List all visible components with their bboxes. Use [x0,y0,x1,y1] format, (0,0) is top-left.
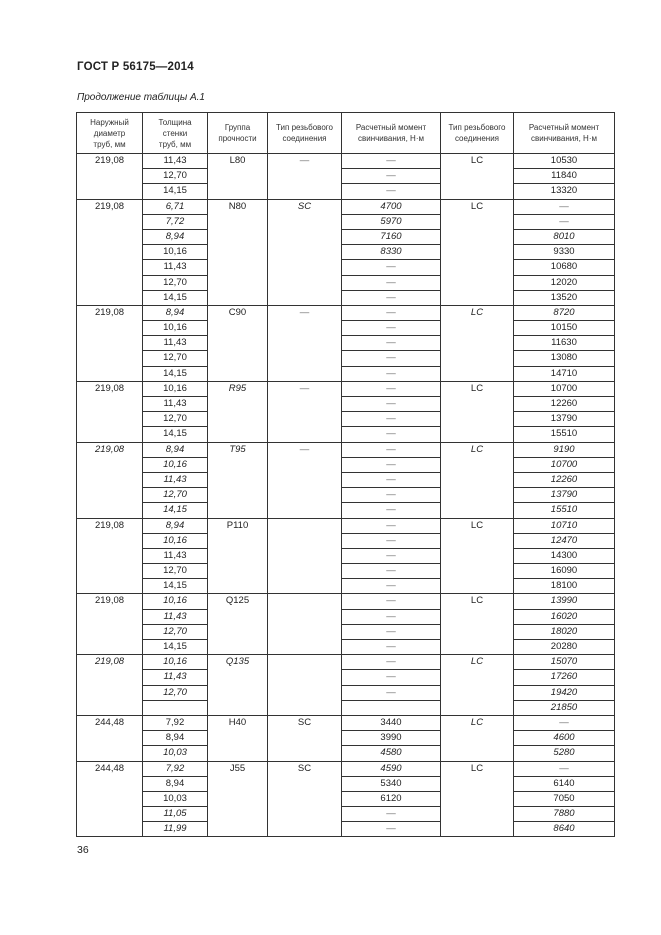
table-row [77,381,615,396]
wall-thickness-cell: 14,15 [143,184,208,199]
wall-thickness-cell: 8,94 [143,442,208,457]
wall-thickness-cell: 10,16 [143,381,208,396]
wall-thickness-cell: 11,43 [143,548,208,563]
table-row [77,214,615,229]
table-row [77,351,615,366]
strength-grade-cell: Q125 [208,594,268,655]
make-up-torque-2-cell: 16090 [514,564,615,579]
make-up-torque-1-cell: — [342,336,441,351]
make-up-torque-1-cell: — [342,564,441,579]
make-up-torque-2-cell: — [514,214,615,229]
make-up-torque-1-cell: — [342,807,441,822]
make-up-torque-2-cell: — [514,199,615,214]
table-row [77,488,615,503]
table-row [77,715,615,730]
make-up-torque-1-cell: — [342,609,441,624]
make-up-torque-1-cell: — [342,442,441,457]
make-up-torque-1-cell: — [342,503,441,518]
make-up-torque-1-cell: — [342,321,441,336]
table-row [77,807,615,822]
table-row [77,169,615,184]
make-up-torque-1-cell: — [342,427,441,442]
connection-type-1-cell: — [268,442,342,518]
connection-type-1-cell [268,518,342,594]
table-row [77,564,615,579]
table-row [77,457,615,472]
make-up-torque-2-cell: 11630 [514,336,615,351]
connection-type-1-cell [268,594,342,655]
outer-diameter-cell: 219,08 [77,154,143,200]
table-row [77,624,615,639]
make-up-torque-1-cell: — [342,169,441,184]
make-up-torque-2-cell: — [514,715,615,730]
make-up-torque-1-cell: — [342,184,441,199]
connection-type-2-cell: LC [441,761,514,837]
table-row [77,427,615,442]
make-up-torque-1-cell: — [342,624,441,639]
make-up-torque-2-cell: 7880 [514,807,615,822]
table-row [77,533,615,548]
wall-thickness-cell [143,700,208,715]
connection-type-2-cell: LC [441,381,514,442]
make-up-torque-2-cell: 18100 [514,579,615,594]
table-row [77,503,615,518]
wall-thickness-cell: 10,16 [143,594,208,609]
make-up-torque-1-cell: — [342,548,441,563]
make-up-torque-2-cell: 8010 [514,229,615,244]
make-up-torque-1-cell: — [342,381,441,396]
make-up-torque-2-cell: 13790 [514,488,615,503]
wall-thickness-cell: 11,43 [143,609,208,624]
connection-type-2-cell: LC [441,199,514,305]
make-up-torque-1-cell: — [342,457,441,472]
make-up-torque-2-cell: 10150 [514,321,615,336]
make-up-torque-1-cell: 6120 [342,791,441,806]
connection-type-2-cell: LC [441,154,514,200]
table-row [77,412,615,427]
table-row [77,305,615,320]
header-wall-thickness: Толщина стенки труб, мм [143,113,208,154]
make-up-torque-1-cell: 4580 [342,746,441,761]
wall-thickness-cell: 12,70 [143,275,208,290]
make-up-torque-2-cell: 13080 [514,351,615,366]
make-up-torque-1-cell: — [342,670,441,685]
make-up-torque-2-cell: 12260 [514,472,615,487]
header-outer-diameter: Наружный диаметр труб, мм [77,113,143,154]
header-connection-type-1: Тип резьбового соединения [268,113,342,154]
wall-thickness-cell: 14,15 [143,366,208,381]
make-up-torque-1-cell: 7160 [342,229,441,244]
make-up-torque-1-cell: — [342,822,441,837]
table-row [77,245,615,260]
make-up-torque-2-cell: 4600 [514,731,615,746]
make-up-torque-1-cell: 8330 [342,245,441,260]
make-up-torque-1-cell: — [342,305,441,320]
table-row [77,579,615,594]
header-connection-type-2: Тип резьбового соединения [441,113,514,154]
table-row [77,260,615,275]
wall-thickness-cell: 12,70 [143,685,208,700]
make-up-torque-1-cell: — [342,351,441,366]
make-up-torque-2-cell: 12020 [514,275,615,290]
make-up-torque-1-cell: — [342,685,441,700]
make-up-torque-2-cell: 5280 [514,746,615,761]
wall-thickness-cell: 14,15 [143,579,208,594]
make-up-torque-1-cell [342,700,441,715]
connection-type-2-cell: LC [441,442,514,518]
table-row [77,609,615,624]
make-up-torque-2-cell: 10700 [514,381,615,396]
wall-thickness-cell: 12,70 [143,624,208,639]
outer-diameter-cell: 219,08 [77,199,143,305]
make-up-torque-1-cell: 4590 [342,761,441,776]
strength-grade-cell: T95 [208,442,268,518]
make-up-torque-2-cell: 15510 [514,503,615,518]
wall-thickness-cell: 14,15 [143,503,208,518]
make-up-torque-1-cell: — [342,397,441,412]
make-up-torque-2-cell: 13520 [514,290,615,305]
wall-thickness-cell: 11,43 [143,397,208,412]
make-up-torque-1-cell: 3440 [342,715,441,730]
make-up-torque-1-cell: — [342,533,441,548]
wall-thickness-cell: 7,92 [143,761,208,776]
wall-thickness-cell: 11,43 [143,154,208,169]
strength-grade-cell: R95 [208,381,268,442]
table-row [77,761,615,776]
wall-thickness-cell: 11,43 [143,472,208,487]
make-up-torque-2-cell: 21850 [514,700,615,715]
make-up-torque-1-cell: 5340 [342,776,441,791]
make-up-torque-2-cell: 18020 [514,624,615,639]
table-row [77,366,615,381]
torque-table [76,112,615,837]
table-row [77,640,615,655]
document-title: ГОСТ Р 56175—2014 [77,61,194,73]
wall-thickness-cell: 12,70 [143,564,208,579]
connection-type-1-cell: — [268,154,342,200]
make-up-torque-2-cell: 13990 [514,594,615,609]
make-up-torque-1-cell: — [342,488,441,503]
outer-diameter-cell: 219,08 [77,381,143,442]
wall-thickness-cell: 10,16 [143,457,208,472]
outer-diameter-cell: 244,48 [77,715,143,761]
table-row [77,548,615,563]
header-make-up-torque-2: Расчетный момент свинчивания, Н·м [514,113,615,154]
wall-thickness-cell: 8,94 [143,229,208,244]
make-up-torque-2-cell: 10530 [514,154,615,169]
strength-grade-cell: P110 [208,518,268,594]
wall-thickness-cell: 11,43 [143,336,208,351]
outer-diameter-cell: 219,08 [77,305,143,381]
make-up-torque-2-cell: 8720 [514,305,615,320]
make-up-torque-2-cell: 14710 [514,366,615,381]
make-up-torque-2-cell: 19420 [514,685,615,700]
table-row [77,685,615,700]
make-up-torque-2-cell: 12470 [514,533,615,548]
make-up-torque-2-cell: — [514,761,615,776]
page-number: 36 [77,844,89,856]
outer-diameter-cell: 219,08 [77,594,143,655]
table-row [77,154,615,169]
table-row [77,731,615,746]
wall-thickness-cell: 8,94 [143,731,208,746]
wall-thickness-cell: 8,94 [143,776,208,791]
table-row [77,336,615,351]
connection-type-2-cell: LC [441,715,514,761]
make-up-torque-1-cell: — [342,366,441,381]
connection-type-2-cell: LC [441,594,514,655]
header-strength-grade: Группа прочности [208,113,268,154]
table-row [77,746,615,761]
table-row [77,275,615,290]
table-row [77,655,615,670]
table-row [77,822,615,837]
make-up-torque-2-cell: 10700 [514,457,615,472]
make-up-torque-1-cell: — [342,594,441,609]
make-up-torque-2-cell: 13790 [514,412,615,427]
strength-grade-cell: N80 [208,199,268,305]
strength-grade-cell: C90 [208,305,268,381]
header-make-up-torque-1: Расчетный момент свинчивания, Н·м [342,113,441,154]
make-up-torque-1-cell: — [342,412,441,427]
wall-thickness-cell: 12,70 [143,488,208,503]
connection-type-1-cell: SC [268,761,342,837]
outer-diameter-cell: 219,08 [77,442,143,518]
table-row [77,397,615,412]
table-row [77,442,615,457]
wall-thickness-cell: 10,16 [143,321,208,336]
make-up-torque-1-cell: — [342,290,441,305]
strength-grade-cell: Q135 [208,655,268,716]
table-row [77,321,615,336]
wall-thickness-cell: 10,03 [143,746,208,761]
make-up-torque-2-cell: 11840 [514,169,615,184]
table-row [77,199,615,214]
connection-type-2-cell: LC [441,305,514,381]
make-up-torque-1-cell: 3990 [342,731,441,746]
make-up-torque-2-cell: 20280 [514,640,615,655]
make-up-torque-1-cell: — [342,260,441,275]
make-up-torque-2-cell: 9330 [514,245,615,260]
wall-thickness-cell: 6,71 [143,199,208,214]
make-up-torque-1-cell: — [342,472,441,487]
make-up-torque-2-cell: 16020 [514,609,615,624]
table-row [77,594,615,609]
make-up-torque-2-cell: 10680 [514,260,615,275]
strength-grade-cell: J55 [208,761,268,837]
make-up-torque-1-cell: 4700 [342,199,441,214]
wall-thickness-cell: 10,03 [143,791,208,806]
wall-thickness-cell: 12,70 [143,169,208,184]
make-up-torque-1-cell: — [342,655,441,670]
table-body [77,154,615,837]
make-up-torque-1-cell: — [342,275,441,290]
make-up-torque-2-cell: 15510 [514,427,615,442]
wall-thickness-cell: 10,16 [143,245,208,260]
wall-thickness-cell: 14,15 [143,427,208,442]
wall-thickness-cell: 12,70 [143,351,208,366]
wall-thickness-cell: 12,70 [143,412,208,427]
outer-diameter-cell: 219,08 [77,518,143,594]
make-up-torque-2-cell: 15070 [514,655,615,670]
table-row [77,791,615,806]
connection-type-1-cell: — [268,381,342,442]
table-row [77,670,615,685]
connection-type-1-cell: SC [268,199,342,305]
connection-type-1-cell: — [268,305,342,381]
table-row [77,472,615,487]
make-up-torque-1-cell: 5970 [342,214,441,229]
table-header-row [77,113,615,154]
connection-type-1-cell [268,655,342,716]
table-caption: Продолжение таблицы А.1 [77,92,205,103]
table-row [77,229,615,244]
wall-thickness-cell: 10,16 [143,655,208,670]
wall-thickness-cell: 8,94 [143,518,208,533]
make-up-torque-2-cell: 6140 [514,776,615,791]
make-up-torque-1-cell: — [342,518,441,533]
wall-thickness-cell: 10,16 [143,533,208,548]
make-up-torque-2-cell: 17260 [514,670,615,685]
connection-type-2-cell: LC [441,655,514,716]
outer-diameter-cell: 244,48 [77,761,143,837]
wall-thickness-cell: 11,43 [143,670,208,685]
connection-type-1-cell: SC [268,715,342,761]
table-row [77,776,615,791]
wall-thickness-cell: 7,72 [143,214,208,229]
table-row [77,518,615,533]
make-up-torque-2-cell: 12260 [514,397,615,412]
make-up-torque-2-cell: 7050 [514,791,615,806]
wall-thickness-cell: 14,15 [143,290,208,305]
wall-thickness-cell: 14,15 [143,640,208,655]
connection-type-2-cell: LC [441,518,514,594]
table-row [77,290,615,305]
make-up-torque-1-cell: — [342,640,441,655]
table-row [77,184,615,199]
table-row [77,700,615,715]
wall-thickness-cell: 11,99 [143,822,208,837]
wall-thickness-cell: 11,43 [143,260,208,275]
make-up-torque-2-cell: 14300 [514,548,615,563]
make-up-torque-2-cell: 13320 [514,184,615,199]
outer-diameter-cell: 219,08 [77,655,143,716]
make-up-torque-2-cell: 8640 [514,822,615,837]
strength-grade-cell: L80 [208,154,268,200]
strength-grade-cell: H40 [208,715,268,761]
wall-thickness-cell: 8,94 [143,305,208,320]
make-up-torque-1-cell: — [342,154,441,169]
make-up-torque-1-cell: — [342,579,441,594]
wall-thickness-cell: 7,92 [143,715,208,730]
wall-thickness-cell: 11,05 [143,807,208,822]
make-up-torque-2-cell: 9190 [514,442,615,457]
make-up-torque-2-cell: 10710 [514,518,615,533]
